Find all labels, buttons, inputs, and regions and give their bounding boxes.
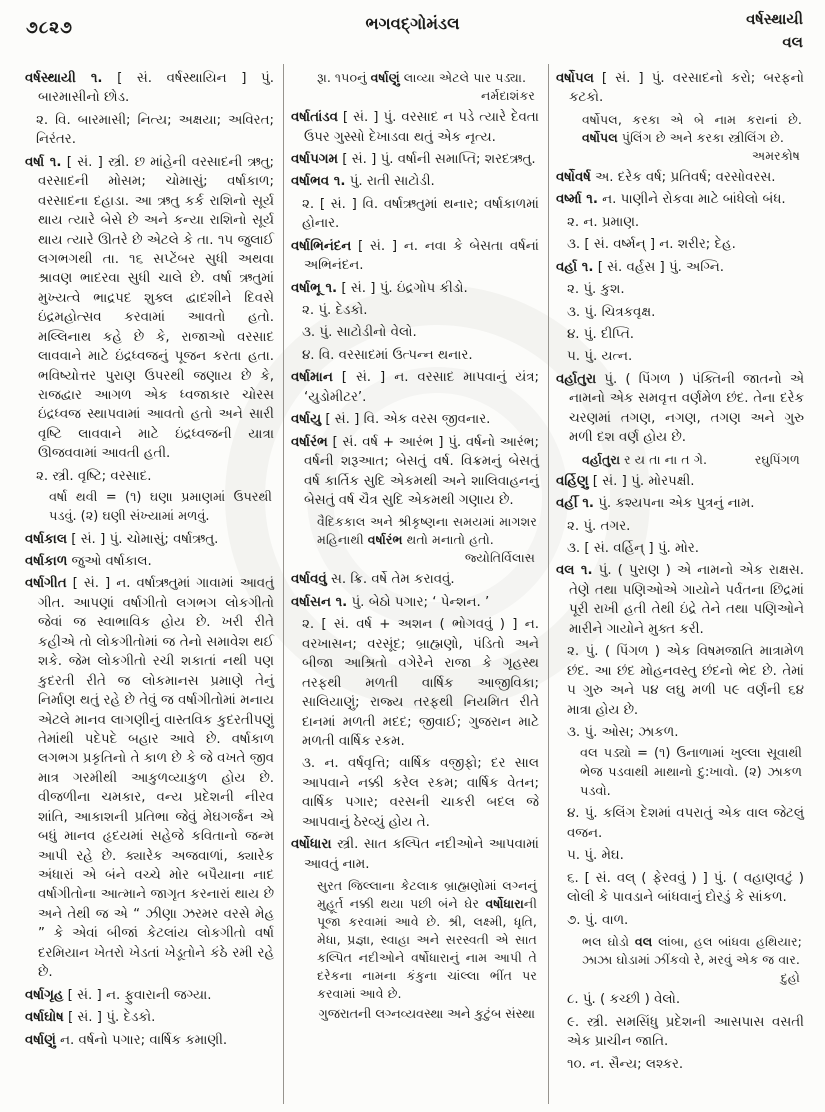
dict-entry [25, 1031, 274, 1050]
dict-sense [567, 869, 804, 908]
dict-entry [556, 190, 804, 209]
entry-text: પું. રાતી સાટોડી. [345, 174, 435, 190]
dict-sense [302, 346, 539, 365]
dict-quote [582, 933, 802, 987]
entry-text: અ. દરેક વર્ષ; પ્રતિવર્ષ; વરસોવરસ. [590, 169, 776, 185]
entry-text: ૨. પું. કુશ. [566, 282, 625, 298]
entry-text: ની પૂજા કરવામાં આવે છે. શ્રી, લક્ષ્મી, ધૃતિ, મેધા, પ્રજ્ઞા, સ્વાહા અને સરસ્વતી એ સાત કલ્પિત નદીઓને વર્ષોધારાનું નામ આપી તે દરેકના નામના કંકુના ચાંલ્લા ભીંત પર કરવામાં આવે છે. [316, 896, 537, 1002]
dict-entry [291, 433, 539, 511]
headword: વર્ષાભૂ ૧. [290, 280, 338, 296]
dict-entry [556, 494, 804, 513]
entry-text: સુરત જિલ્લાના કેટલાક બ્રાહ્મણોમાં લગ્નનું મુહૂર્ત નક્કી થયા પછી બંને ઘેર [316, 878, 537, 912]
headword: વર્ષાણું [370, 70, 400, 85]
dict-entry [291, 172, 539, 191]
entry-text: સ. ક્રિ. વર્ષે તેમ કરાવવું. [326, 572, 455, 588]
dict-sense [302, 301, 539, 320]
entry-text: ૬. [ સં. વલ્ ( ફેરવવું ) ] પું. ( વહાણવટું ) લોલી કે પાવડાને બાંધવાનું દોરડું કે સાંકળ. [566, 870, 804, 906]
entry-text: ૩. ન. વર્ષવૃત્તિ; વાર્ષિક વજીફો; દર સાલ આપવાને નક્કી કરેલ રકમ; વાર્ષિક વેતન; વાર્ષિક પગાર; વરસની ચાકરી બદલ જે આપવાનું ઠેરવ્યું હોય તે. [301, 756, 539, 830]
entry-text: પું. બેઠો પગાર; ‘ પેન્શન. ’ [347, 594, 490, 610]
dictionary-columns [0, 62, 825, 1104]
column-1 [18, 64, 283, 1104]
entry-text: [ સં. ] પું. વર્ષાની સમાપ્તિ; શરદઋતુ. [338, 151, 536, 167]
dict-sense [567, 1013, 804, 1052]
dict-sense [36, 111, 274, 150]
entry-text: ગુજરાતની લગ્નવ્યવસ્થા અને કુટુંબ સંસ્થા [318, 1007, 535, 1023]
dict-entry [291, 368, 539, 407]
dict-source [291, 1006, 535, 1025]
entry-text: ૨. પું. દેડકો. [301, 303, 368, 318]
citation-source: નર્મદાશંકર [481, 88, 535, 104]
headword: વર્ષાયુ [290, 412, 322, 428]
dict-quote [317, 69, 537, 105]
entry-text: ૪. પું. દીપ્તિ. [566, 327, 635, 343]
dict-entry [556, 370, 804, 448]
entry-text: પું. કશ્યપના એક પુત્રનું નામ. [593, 496, 755, 512]
headword: વર્હિણુ [555, 473, 589, 489]
dict-sense [567, 280, 804, 299]
dict-quote [582, 111, 802, 165]
dict-sense [302, 615, 539, 751]
dict-entry [25, 1008, 274, 1027]
dict-idiom [49, 489, 272, 526]
headword: વર્ષાગીત [25, 576, 67, 592]
entry-text: ૪. વિ. વરસાદમાં ઉત્પન્ન થનાર. [301, 347, 473, 363]
dict-entry [291, 237, 539, 276]
entry-text: ૪. પું. કલિંગ દેશમાં વપરાતું એક વાલ જેટલું વજન. [566, 806, 804, 841]
dict-sense [567, 325, 804, 344]
dict-entry [556, 561, 804, 639]
entry-text: ૨. પું. તગર. [566, 518, 631, 534]
dict-sense [567, 804, 804, 843]
headword: વર્ષાપગમ [290, 151, 339, 167]
dict-entry [291, 279, 539, 298]
headword: વર્ષાસન ૧. [290, 594, 348, 610]
catchword-last: વલ [782, 32, 803, 51]
entry-text: ૨. વિ. બારમાસી; નિત્ય; અક્ષયા; અવિરત; નિરંતર. [36, 112, 274, 148]
headword: વર્ષાભવ ૧. [290, 174, 346, 190]
entry-text: ૮. પું. ( કચ્છી ) વેલો. [566, 992, 681, 1008]
book-title: ભગવદ્ગોમંડલ [365, 14, 460, 33]
headword: વર્ષ્મા ૧. [555, 192, 598, 208]
entry-text: ૫. પું. યત્ન. [566, 349, 633, 365]
catchwords [746, 8, 803, 53]
headword: વર્ષામાન [290, 370, 333, 386]
entry-text: ૩. પું. ઓસ; ઝાકળ. [566, 724, 679, 740]
headword: વર્હા ૧. [555, 259, 594, 275]
dict-sense [567, 846, 804, 865]
dict-sense [567, 1055, 804, 1074]
dict-entry [25, 530, 274, 549]
dict-entry [291, 835, 539, 874]
entry-text: ૨. [ સં. ] વિ. વર્ષાઋતુમાં થનાર; વર્ષાકાળમાં હોનાર. [301, 196, 539, 232]
headword: વર્ષોધારા [485, 896, 524, 912]
dict-entry [25, 986, 274, 1005]
entry-text: [ સં. ] પું. દેડકો. [63, 1010, 156, 1026]
entry-text: ૩. [ સં. વર્હિન્ ] પું. મોર. [566, 541, 700, 556]
dict-sense [302, 323, 539, 342]
entry-text: [ સં. વર્ષસ્થાયિન ] પું. બારમાસીનો છોડ. [38, 71, 274, 106]
dict-sense [567, 990, 804, 1009]
entry-text: [ સં. ] પું. ચોમાસું; વર્ષાઋતુ. [66, 531, 219, 547]
dict-sense [567, 347, 804, 366]
entry-text: [ સં. ] પું. વરસાદનો કરો; બરફનો કટકો. [568, 71, 804, 106]
headword: વર્ષાવવું [290, 572, 327, 588]
headword: વર્ષોપલ [581, 129, 618, 145]
dict-entry [291, 108, 539, 147]
citation-source: દુહો [780, 970, 800, 986]
catchword-first: વર્ષસ્થાયી [746, 10, 803, 28]
entry-text: [ સં. ] ન. વર્ષાઋતુમાં ગાવામાં આવતું ગીત. આપણાં વર્ષાગીતો લગભગ લોકગીતો જેવાં જ સ્વાભાવિક હોય છે. ખરી રીતે કહીએ તો લોકગીતોમાં જ તેનો સમાવેશ થઈ શકે. જેમ લોકગીતો રચી શકાતાં નથી પણ કુદરતી રીતે જ લોકમાનસ પ્રમાણે તેનું નિર્માણ થતું રહે છે તેવું જ વર્ષાગીતોમાં મનાય એટલે માનવ લાગણીનું વાસ્તવિક કુદરતીપણું તેમાંથી પદેપદે બહાર આવે છે. વર્ષાકાળ લગભગ પ્રકૃતિનો તે કાળ છે કે જે વખતે જીવ માત્ર ગરમીથી આકુળવ્યાકુળ હોય છે. વીજળીના ચમકાર, વન્ય પ્રદેશની નીરવ શાંતિ, આકાશની પ્રતિભા જેવું મેઘગર્જન એ બધું માનવ હૃદયમાં સહેજે કવિતાનો જન્મ આપી રહે છે. ક્યારેક અજવાળાં, ક્યારેક અંધારાં એ બંને વચ્ચે મોર બપૈયાના નાદ વર્ષાગીતોના આત્માને જાગૃત કરનારાં થાય છે અને તેથી જ એ “ ઝીણા ઝરમર વરસે મેહ ” કે એવાં બીજાં કેટલાંય લોકગીતો વર્ષા દરમિયાન ખેતરો ખેડતાં ખેડૂતોને કંઠે રમી રહે છે. [38, 576, 274, 981]
dict-quote [582, 451, 802, 469]
entry-text: ૩. [ સં. વર્ષ્મન્ ] ન. શરીર; દેહ. [566, 237, 736, 253]
entry-text: ન. વર્ષનો પગાર; વાર્ષિક કમાણી. [55, 1032, 228, 1048]
headword: વર્ષસ્થાયી ૧. [25, 71, 103, 86]
entry-text: થતો મનાતો હતો. [402, 532, 494, 548]
dict-quote [317, 877, 537, 1003]
citation-source: અમરકોષ [751, 147, 800, 163]
entry-text: વર્ષા થવી = (૧) ઘણા પ્રમાણમાં ઉપરથી પડવું. (૨) ઘણી સંખ્યામાં મળવું. [49, 490, 272, 524]
citation-source: જ્યોતિર્વિલાસ [464, 550, 535, 566]
entry-text: સ્ત્રી. સાત કલ્પિત નદીઓને આપવામાં આવતું નામ. [303, 837, 539, 872]
dict-sense [567, 723, 804, 742]
dict-entry [25, 552, 274, 571]
entry-text: ૭. પું. વાળ. [566, 912, 629, 928]
entry-text: [ સં. ] ન. વરસાદ માપવાનું યંત્ર; ‘યુડોમીટર’. [303, 370, 539, 405]
entry-text: ભલ ઘોડો [581, 934, 635, 950]
dict-quote [317, 513, 537, 567]
dict-sense [302, 195, 539, 234]
headword: વર્ષાકાલ [25, 531, 67, 547]
entry-text: ૯. સ્ત્રી. સમસિંધુ પ્રદેશની આસપાસ વસતી એક પ્રાચીન જાતિ. [566, 1014, 804, 1050]
entry-text: ૨. ન. પ્રમાણ. [566, 214, 640, 230]
headword: વર્ષોવર્ષ [555, 169, 591, 185]
headword: વર્ષાઘોષ [25, 1010, 64, 1026]
dict-sense [567, 911, 804, 930]
entry-text: પું. ( પિંગળ ) પંક્તિની જાતનો એ નામનો એક સમવૃત્ત વર્ણમેળ છંદ. તેના દરેક ચરણમાં તગણ, નગણ, તગણ અને ગુરુ મળી દશ વર્ણ હોય છે. [568, 371, 804, 446]
headword: વર્ષારંભ [290, 434, 328, 450]
dict-entry [291, 410, 539, 429]
dict-sense [567, 539, 804, 558]
headword: વર્ષાગૃહ [25, 987, 64, 1003]
page-header [0, 0, 825, 62]
dict-idiom [580, 745, 802, 801]
entry-text: વર્ષોપલ, કરકા એ બે નામ કરાનાં છે. [581, 111, 802, 127]
dict-entry [556, 168, 804, 187]
entry-text: ૨. [ સં. વર્ષ + અશન ( ભોગવવું ) ] ન. વરખાસન; વરસૂંદ; બ્રાહ્મણો, પંડિતો અને બીજા આશ્રિતો વગેરેને રાજા કે ગૃહસ્થ તરફથી મળતી વાર્ષિક આજીવિકા; સાલિયાણું; રાજ્ય તરફથી નિયમિત રીતે દાનમાં મળતી મદદ; જીવાઈ; ગુજરાન માટે મળતી વાર્ષિક રકમ. [301, 617, 539, 749]
headword: વલ [634, 934, 653, 950]
entry-text: ૨. પું. ( પિંગળ ) એક વિષમજાતિ માત્રામેળ છંદ. આ છંદ મોહનવસ્તુ છંદનો ભેદ છે. તેમાં ૫ ગુરુ અને ૫૪ લઘુ મળી ૫૯ વર્ણની ૬૪ માત્રા હોય છે. [566, 644, 804, 718]
headword: વર્ષોધારા [290, 837, 332, 853]
dict-sense [567, 213, 804, 232]
entry-text: પુંલિંગ છે અને કરકા સ્ત્રીલિંગ છે. [617, 129, 784, 145]
entry-text: વૈદિકકાલ અને શ્રીકૃષ્ણના સમયમાં માગશર મહિનાથી [316, 514, 537, 548]
dict-entry [291, 570, 539, 589]
dict-entry [25, 574, 274, 982]
headword: વર્હાતુરા [581, 451, 621, 467]
entry-text: પું. ( પુરાણ ) એ નામનો એક રાક્ષસ. તેણે તથા પણિઓએ ગાયોને પર્વતના છિદ્રમાં પૂરી રાખી હતી તેથી ઇંદ્રે તેને તથા પણિઓને મારીને ગાયોને મુક્ત કરી. [568, 563, 804, 637]
entry-text: ૨. સ્ત્રી. વૃષ્ટિ; વરસાદ. [36, 468, 152, 484]
headword: વર્ષાણું [25, 1032, 56, 1048]
entry-text: ર ય તા ના ત ગે. [620, 451, 708, 467]
entry-text: [ સં. ] વિ. એક વરસ જીવનાર. [321, 412, 491, 428]
entry-text: [ સં. ] પું. વરસાદ ન પડે ત્યારે દેવતા ઉપર ગુસ્સો દેખાડવા થતું એક નૃત્ય. [303, 110, 539, 145]
entry-text: [ સં. વર્હસ ] પું. અગ્નિ. [593, 259, 724, 275]
headword: વર્ષોપલ [555, 71, 594, 86]
headword: વર્હાતુરા [555, 371, 597, 387]
column-2 [283, 64, 548, 1104]
entry-text: [ સં. ] પું. મોરપક્ષી. [588, 473, 695, 489]
column-3 [548, 64, 813, 1104]
headword: વર્ષાકાળ [25, 554, 68, 570]
entry-text: [ સં. ] ન. ફુવારાની જગ્યા. [63, 987, 212, 1003]
headword: વલ ૧. [555, 563, 593, 579]
entry-text: રૂા. ૧૫૦નું [316, 70, 371, 85]
entry-text: [ સં. ] સ્ત્રી. છ માંહેની વરસાદની ઋતુ; વરસાદની મોસમ; ચોમાસું; વર્ષાકાળ; વરસાદના દહાડા. આ ઋતુ કર્ક રાશિનો સૂર્ય થાય ત્યારે બેસે છે અને કન્યા રાશિનો સૂર્ય થાય ત્યારે ઊતરે છે એટલે કે તા. ૧૫ જુલાઈ લગભગથી તા. ૧૬ સપ્ટેંબર સુધી અથવા શ્રાવણ ભાદરવા સુધી ચાલે છે. વર્ષા ઋતુમાં મુખ્યત્વે ભાદ્રપદ શુક્લ દ્વાદશીને દિવસે ઇંદ્રમહોત્સવ કરવામાં આવતો હતો. મલ્લિનાથ કહે છે કે, રાજાઓ વરસાદ લાવવાને માટે ઇંદ્રધ્વજનું પૂજન કરતા હતા. ભવિષ્યોત્તર પુરાણ ઉપરથી જણાય છે કે, રાજદ્વાર આગળ એક ધ્વજાકાર ચોરસ ઇંદ્રધ્વજ સ્થાપવામાં આવતો હતો અને સારી વૃષ્ટિ લાવવાને માટે ઇંદ્રધ્વજની યાત્રા ઊજવવામાં આવતી હતી. [38, 154, 274, 462]
dict-entry [556, 472, 804, 491]
entry-text: ૩. પું. સાટોડીનો વેલો. [301, 325, 417, 341]
dict-entry [291, 150, 539, 169]
entry-text: ૧૦. ન. સૈન્ય; લશ્કર. [566, 1056, 684, 1072]
entry-text: લાંબા, હલ બાંધવા હથિયાર; ઝાઝા ઘોડામાં ઝીંકવો રે, મરવું એક જ વાર. [581, 934, 802, 968]
headword: વર્ષાભિનંદન [290, 238, 352, 254]
entry-text: લાવ્યા એટલે પાર પડ્યા. [399, 70, 527, 85]
dict-entry [556, 258, 804, 277]
headword: વર્ષારંભ [367, 532, 403, 548]
dict-sense [567, 642, 804, 720]
dict-sense [567, 235, 804, 254]
headword: વર્ષા ૧. [25, 154, 62, 170]
dict-sense [567, 303, 804, 322]
entry-text: ૩. પું. ચિત્રકવૃક્ષ. [566, 304, 656, 320]
entry-text: [ સં. વર્ષ + આરંભ ] પું. વર્ષનો આરંભ; વર્ષની શરૂઆત; બેસતું વર્ષ. વિક્રમનું બેસતું વર્ષ કાર્તિક સુદિ એકમથી અને શાલિવાહનનું બેસતું વર્ષ ચૈત્ર સુદિ એકમથી ગણાય છે. [303, 434, 539, 508]
entry-text: ૫. પું. મેઘ. [566, 848, 624, 864]
dict-sense [567, 517, 804, 536]
entry-text: [ સં. ] ન. નવા કે બેસતા વર્ષનાં અભિનંદન. [303, 238, 539, 274]
entry-text: વલ પડ્યો = (૧) ઉનાળામાં ખુલ્લા સૂવાથી ભેજ પડવાથી માથાનો દુ:ખાવો. (૨) ઝાકળ પડવો. [579, 746, 802, 799]
entry-text: જુઓ વર્ષાકાલ. [67, 554, 152, 570]
citation-source: રઘુપિંગળ [754, 451, 800, 467]
dict-entry [556, 69, 804, 108]
entry-text: [ સં. ] પું. ઇંદ્રગોપ કીડો. [337, 280, 468, 296]
entry-text: ન. પાણીને રોકવા માટે બાંધેલો બંધ. [597, 192, 786, 208]
headword: વર્ષાતાંડવ [290, 110, 338, 126]
dict-sense [302, 754, 539, 832]
page-number: ૭૮૨૭ [26, 18, 73, 38]
dict-entry [291, 593, 539, 612]
dict-entry [25, 69, 274, 108]
headword: વર્હી ૧. [555, 496, 594, 512]
dict-sense [36, 467, 274, 486]
dict-entry [25, 153, 274, 464]
